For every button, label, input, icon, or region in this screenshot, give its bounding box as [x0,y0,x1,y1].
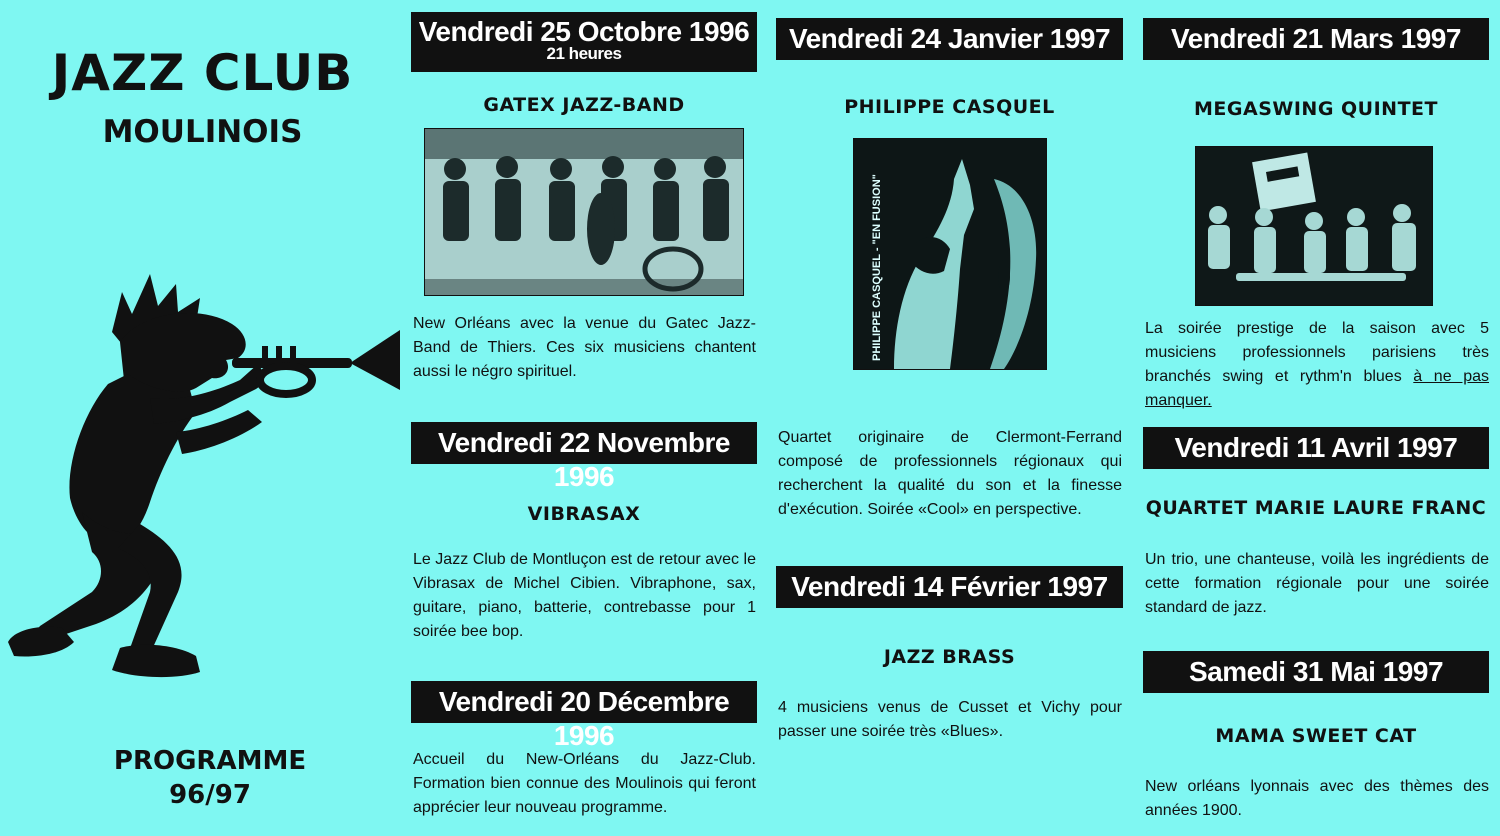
band-photo [1195,146,1433,306]
band-name: MEGASWING QUINTET [1194,98,1438,120]
programme-season: 96/97 [169,780,251,810]
event-time: 21 heures [546,44,622,63]
club-subtitle: MOULINOIS [102,114,303,150]
event-date: Vendredi 20 Décembre 1996 [438,686,730,751]
programme-label [0,744,420,812]
event-date: Vendredi 21 Mars 1997 [1171,23,1461,54]
event-date: Samedi 31 Mai 1997 [1188,656,1444,687]
album-cover-photo [853,138,1047,370]
event-date-banner [776,18,1123,60]
event-date-banner [776,566,1123,608]
band-name: PHILIPPE CASQUEL [844,96,1055,118]
event-date-banner [411,681,757,751]
event-description: Accueil du New-Orléans du Jazz-Club. Formation bien connue des Moulinois qui feront apprécier leur nouveau programme. [413,751,756,816]
cover-panel [0,0,405,836]
event-date-banner [1143,18,1489,60]
band-photo [424,128,744,296]
band-name: QUARTET MARIE LAURE FRANC [1145,497,1487,519]
club-title: JAZZ CLUB [51,44,354,102]
band-name: GATEX JAZZ-BAND [483,94,685,116]
event-date-banner [1143,427,1489,469]
event-description-emphasis: à ne pas manquer. [1145,368,1489,409]
event-date: Vendredi 25 Octobre 1996 [418,16,750,47]
event-date-banner [1143,651,1489,693]
programme-title: PROGRAMME [113,746,307,776]
event-description: Un trio, une chanteuse, voilà les ingrédients de cette formation régionale pour une soirée standard de jazz. [1145,551,1489,616]
album-caption: PHILIPPE CASQUEL - "EN FUSION" [871,174,883,361]
event-description [1145,317,1489,413]
event-description-text: La soirée prestige de la saison avec 5 musiciens professionnels parisiens très branchés swing et rythm'n blues [1145,320,1489,385]
event-date: Vendredi 24 Janvier 1997 [788,23,1111,54]
band-name: VIBRASAX [527,503,641,525]
event-date: Vendredi 11 Avril 1997 [1174,432,1458,463]
event-date: Vendredi 14 Février 1997 [791,571,1108,602]
event-date-banner [411,422,757,492]
event-description: Le Jazz Club de Montluçon est de retour avec le Vibrasax de Michel Cibien. Vibraphone, sax, guitare, piano, batterie, contrebasse pour 1 soirée bee bop. [413,551,756,640]
event-description: New Orléans avec la venue du Gatec Jazz-Band de Thiers. Ces six musiciens chantent aussi le négro spirituel. [413,315,756,380]
band-name: JAZZ BRASS [883,646,1016,668]
event-description: New orléans lyonnais avec des thèmes des années 1900. [1145,778,1489,819]
band-name: MAMA SWEET CAT [1215,725,1417,747]
trumpet-player-silhouette-icon [0,262,405,692]
event-description: Quartet originaire de Clermont-Ferrand composé de professionnels régionaux qui recherchent la qualité du son et la finesse d'exécution. Soirée «Cool» en perspective. [778,429,1122,518]
event-date: Vendredi 22 Novembre 1996 [438,427,730,492]
event-description: 4 musiciens venus de Cusset et Vichy pour passer une soirée très «Blues». [778,699,1122,740]
event-date-banner [411,12,757,72]
